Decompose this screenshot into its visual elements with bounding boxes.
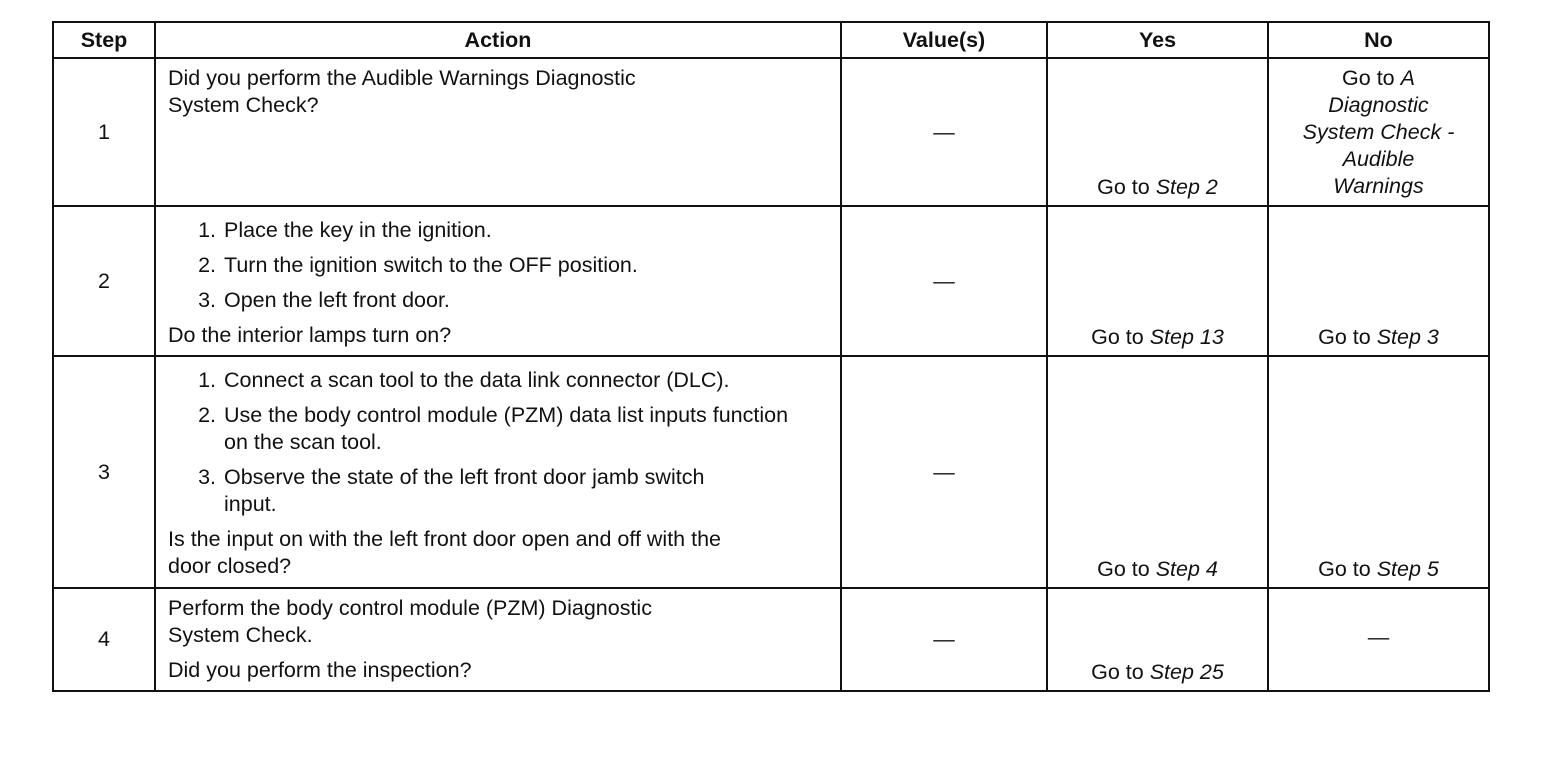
step-number: 4 [53, 588, 155, 691]
list-text: Place the key in the ignition. [224, 218, 492, 242]
goto-step-link[interactable]: Step 2 [1155, 175, 1218, 199]
list-number: 3. [198, 465, 216, 489]
goto-ref-text[interactable]: Warnings [1333, 174, 1424, 198]
value-cell: — [841, 58, 1047, 206]
action-text: Did you perform the Audible Warnings Diagnostic [168, 66, 636, 90]
no-cell [1268, 356, 1489, 588]
no-cell [1268, 206, 1489, 356]
header-step: Step [53, 22, 155, 58]
action-cell [155, 206, 841, 356]
list-number: 2. [198, 403, 216, 427]
action-step-list [168, 217, 832, 314]
question-text: Did you perform the inspection? [168, 658, 472, 682]
no-cell: — [1268, 588, 1489, 691]
list-item [168, 402, 832, 456]
action-text: Perform the body control module (PZM) Diagnostic [168, 596, 652, 620]
goto-step-link[interactable]: Step 5 [1376, 557, 1439, 581]
list-text: Turn the ignition switch to the OFF position. [224, 253, 638, 277]
goto-prefix: Go to [1342, 66, 1401, 90]
header-values: Value(s) [841, 22, 1047, 58]
table-row [53, 588, 1489, 691]
list-item [168, 464, 832, 518]
question-text: Is the input on with the left front door open and off with the [168, 527, 721, 551]
question-text: Do the interior lamps turn on? [168, 323, 452, 347]
step-number: 2 [53, 206, 155, 356]
goto-step-link[interactable]: Step 4 [1155, 557, 1218, 581]
yes-cell [1047, 588, 1268, 691]
header-action: Action [155, 22, 841, 58]
goto-step-link[interactable]: Step 13 [1149, 325, 1224, 349]
header-no: No [1268, 22, 1489, 58]
list-number: 1. [198, 218, 216, 242]
list-text: Use the body control module (PZM) data list inputs function on the scan tool. [224, 403, 789, 454]
value-cell: — [841, 356, 1047, 588]
goto-ref-text[interactable]: System Check - [1302, 120, 1455, 144]
goto-step-link[interactable]: Step 3 [1376, 325, 1439, 349]
step-number: 3 [53, 356, 155, 588]
goto-prefix: Go to [1097, 557, 1156, 581]
goto-prefix: Go to [1091, 325, 1150, 349]
step-number: 1 [53, 58, 155, 206]
goto-prefix: Go to [1318, 557, 1377, 581]
list-number: 3. [198, 288, 216, 312]
list-number: 2. [198, 253, 216, 277]
goto-ref-text[interactable]: Diagnostic [1328, 93, 1429, 117]
goto-ref-text[interactable]: A [1400, 66, 1415, 90]
action-cell [155, 588, 841, 691]
goto-prefix: Go to [1091, 660, 1150, 684]
value-cell: — [841, 588, 1047, 691]
list-text: Observe the state of the left front door jamb switch input. [224, 465, 705, 516]
action-cell [155, 356, 841, 588]
goto-ref-text[interactable]: Audible [1342, 147, 1415, 171]
header-row [53, 22, 1489, 58]
no-cell [1268, 58, 1489, 206]
list-item [168, 217, 832, 244]
header-yes: Yes [1047, 22, 1268, 58]
yes-cell [1047, 356, 1268, 588]
action-text: System Check. [168, 623, 313, 647]
action-step-list [168, 367, 832, 518]
value-cell: — [841, 206, 1047, 356]
list-item [168, 367, 832, 394]
goto-step-link[interactable]: Step 25 [1149, 660, 1224, 684]
list-item [168, 287, 832, 314]
list-item [168, 252, 832, 279]
action-cell [155, 58, 841, 206]
list-text: Open the left front door. [224, 288, 450, 312]
table-row [53, 58, 1489, 206]
yes-cell [1047, 206, 1268, 356]
list-number: 1. [198, 368, 216, 392]
list-text: Connect a scan tool to the data link connector (DLC). [224, 368, 730, 392]
table-row [53, 206, 1489, 356]
diagnostic-table [52, 21, 1490, 692]
goto-prefix: Go to [1318, 325, 1377, 349]
table-row [53, 356, 1489, 588]
action-text: System Check? [168, 93, 319, 117]
goto-prefix: Go to [1097, 175, 1156, 199]
question-text: door closed? [168, 554, 292, 578]
yes-cell [1047, 58, 1268, 206]
